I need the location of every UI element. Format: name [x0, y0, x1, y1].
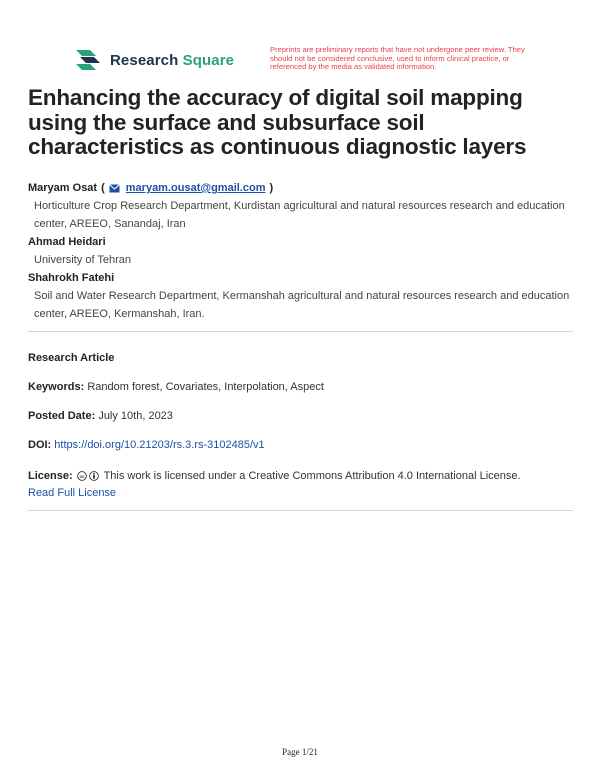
author-email-link[interactable]: maryam.ousat@gmail.com: [125, 182, 266, 194]
logo-word-square: Square: [182, 51, 235, 69]
svg-text:cc: cc: [79, 473, 85, 479]
attribution-icon: [89, 471, 99, 481]
keywords-label: Keywords:: [28, 381, 85, 393]
preprint-disclaimer: Preprints are preliminary reports that have not undergone peer review. They should not be considered conclusive, used to inform clinical practice, or referenced by the media as validated information.: [270, 45, 525, 72]
mail-icon: [109, 184, 120, 193]
doi-label: DOI:: [28, 439, 52, 451]
research-square-logo[interactable]: [74, 48, 234, 72]
posted-date-value: July 10th, 2023: [98, 410, 173, 422]
page-number: Page 1/21: [282, 747, 318, 757]
email-close-paren: ): [269, 182, 274, 194]
author-affiliation: Soil and Water Research Department, Kermanshah agricultural and natural resources research and education center, AREEO, Kermanshah, Iran.: [34, 290, 570, 320]
author-affiliation: University of Tehran: [34, 254, 132, 266]
header: [74, 46, 534, 76]
logo-word-research: Research: [110, 51, 179, 69]
author-name: Maryam Osat: [28, 182, 98, 194]
license-label: License:: [28, 470, 73, 482]
divider: [28, 331, 573, 332]
author-entry: [28, 179, 573, 197]
research-square-logo-icon: [74, 48, 102, 72]
article-type: Research Article: [28, 352, 115, 364]
creative-commons-icon: [77, 471, 87, 481]
divider: [28, 510, 573, 511]
author-list: [28, 179, 573, 323]
doi-link[interactable]: https://doi.org/10.21203/rs.3.rs-3102485/v1: [54, 439, 265, 451]
email-open-paren: (: [101, 182, 105, 194]
read-full-license-link[interactable]: Read Full License: [28, 487, 117, 499]
keywords-row: [28, 379, 573, 396]
keywords-value: Random forest, Covariates, Interpolation, Aspect: [87, 381, 324, 393]
logo-text: [110, 52, 234, 69]
author-affiliation: Horticulture Crop Research Department, Kurdistan agricultural and natural resources research and education center, AREEO, Sanandaj, Iran: [34, 200, 565, 230]
posted-date-label: Posted Date:: [28, 410, 96, 422]
author-name: Ahmad Heidari: [28, 236, 106, 248]
posted-date-row: [28, 408, 573, 425]
cc-icons: [77, 471, 99, 481]
paper-title: Enhancing the accuracy of digital soil mapping using the surface and subsurface soil characteristics as continuous diagnostic layers: [28, 85, 527, 159]
license-row: [28, 468, 573, 502]
license-text: This work is licensed under a Creative Commons Attribution 4.0 International License.: [103, 470, 521, 482]
author-name: Shahrokh Fatehi: [28, 272, 115, 284]
doi-row: [28, 437, 573, 454]
